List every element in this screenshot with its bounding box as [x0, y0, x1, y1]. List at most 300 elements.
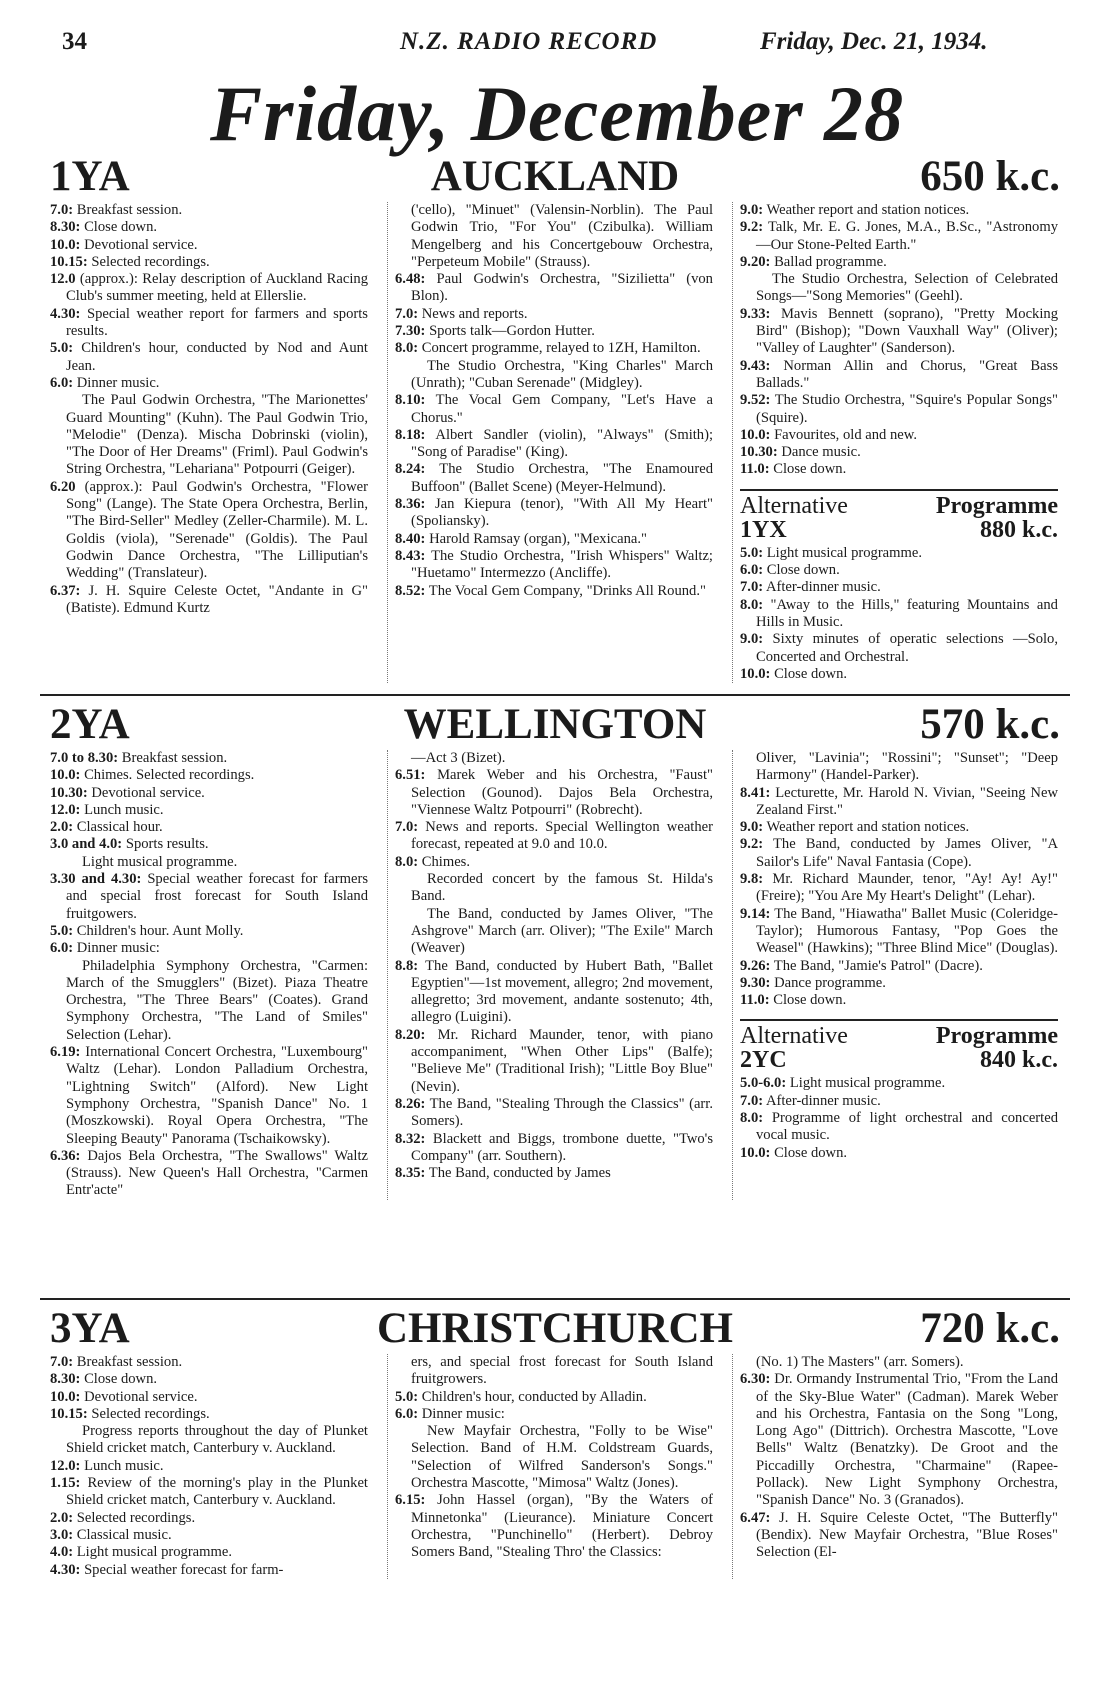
entry-text: Favourites, old and new. — [774, 426, 917, 443]
entry-text: Special weather forecast for farm- — [84, 1561, 284, 1578]
entry-text: News and reports. — [421, 305, 528, 322]
entry-time: 10.0: — [740, 1144, 771, 1161]
programme-column-2 — [395, 750, 713, 1182]
programme-entry — [740, 958, 1058, 975]
entry-text: Children's hour, conducted by Nod and Aunt Jean. — [66, 340, 368, 374]
entry-text: News and reports. Special Wellington weather forecast, repeated at 9.0 and 10.0. — [411, 819, 713, 853]
programme-entry — [740, 836, 1058, 871]
programme-entry — [740, 975, 1058, 992]
entry-time: 10.0: — [740, 665, 771, 682]
programme-entry — [740, 1510, 1058, 1562]
entry-text: Close down. — [84, 1371, 158, 1388]
programme-entry — [50, 1354, 368, 1371]
programme-column-3 — [740, 1354, 1058, 1562]
entry-time: 6.19: — [50, 1044, 81, 1061]
programme-entry — [50, 1423, 368, 1458]
entry-time: 5.0: — [740, 544, 764, 561]
entry-text: Classical hour. — [76, 819, 163, 836]
alt-programme-list — [740, 1075, 1058, 1161]
programme-entry — [395, 202, 713, 271]
entry-time: 6.0: — [50, 374, 74, 391]
programme-entry — [395, 461, 713, 496]
programme-column-3 — [740, 202, 1058, 683]
entry-time: 10.15: — [50, 253, 88, 270]
programme-entry — [740, 1354, 1058, 1371]
entry-text: Light musical programme. — [82, 853, 238, 870]
station-frequency: 650 k.c. — [920, 153, 1060, 200]
entry-time: 7.0: — [50, 202, 74, 218]
entry-text: Devotional service. — [84, 1388, 198, 1405]
entry-time: 9.14: — [740, 905, 771, 922]
programme-entry — [50, 802, 368, 819]
entry-time: 6.0: — [395, 1405, 419, 1422]
programme-entry — [50, 767, 368, 784]
programme-entry — [740, 597, 1058, 632]
entry-time: 11.0: — [740, 992, 770, 1009]
programme-column-3 — [740, 750, 1058, 1162]
alt-frequency: 880 k.c. — [980, 516, 1058, 543]
station-section-2ya — [50, 700, 1060, 1200]
alt-programme-label: Programme — [935, 492, 1058, 519]
entry-time: 7.0: — [395, 819, 419, 836]
entry-time: 8.40: — [395, 530, 426, 547]
programme-entry — [50, 871, 368, 923]
entry-text: The Studio Orchestra, "The Enamoured Buffoon" (Ballet Scene) (Meyer-Helmund). — [411, 461, 713, 495]
programme-entry — [740, 1371, 1058, 1509]
entry-time: 8.30: — [50, 1371, 81, 1388]
alt-programme-label: Programme — [935, 1023, 1058, 1050]
programme-entry — [395, 1389, 713, 1406]
entry-text: Jan Kiepura (tenor), "With All My Heart" (Spoliansky). — [411, 496, 713, 530]
entry-text: The Band, conducted by James Oliver, "The Ashgrove" March (arr. Oliver); "The Exile" March (Weaver) — [411, 905, 713, 957]
entry-text: Dance music. — [781, 444, 861, 461]
entry-time: 2.0: — [50, 819, 74, 836]
programme-entry — [395, 1492, 713, 1561]
entry-text: New Mayfair Orchestra, "Folly to be Wise" Selection. Band of H.M. Coldstream Guards, "Selection of Wilfred Sanderson's Songs." Orchestra Mascotte, "Mimosa" Waltz (Jones). — [411, 1423, 713, 1492]
programme-entry — [740, 219, 1058, 254]
programme-entry — [50, 836, 368, 853]
entry-time: 9.2: — [740, 219, 764, 236]
programme-entry — [740, 1145, 1058, 1162]
entry-text: ('cello), "Minuet" (Valensin-Norblin). The Paul Godwin Trio, "For You" (Czibulka). William Mengelberg and his Concertgebouw Orchestra, "Perpeteum Mobile" (Strauss). — [411, 202, 713, 270]
programme-entry — [740, 444, 1058, 461]
programme-column-1 — [50, 750, 368, 1200]
entry-time: 8.0: — [395, 340, 419, 357]
entry-time: 10.15: — [50, 1405, 88, 1422]
entry-time: 8.0: — [740, 596, 764, 613]
entry-text: Close down. — [84, 219, 158, 236]
entry-text: Breakfast session. — [76, 1354, 183, 1370]
entry-time: 5.0: — [395, 1388, 419, 1405]
programme-entry — [395, 323, 713, 340]
entry-text: The Studio Orchestra, "Squire's Popular Songs" (Squire). — [756, 392, 1058, 426]
station-call-sign: 1YA — [50, 153, 130, 200]
alternative-programme-header — [740, 1019, 1058, 1075]
entry-time: 12.0: — [50, 1457, 81, 1474]
entry-text: Special weather report for farmers and sports results. — [66, 305, 368, 340]
entry-time: 8.52: — [395, 582, 426, 599]
entry-time: 9.0: — [740, 819, 764, 836]
programme-entry — [740, 427, 1058, 444]
entry-time: 2.0: — [50, 1509, 74, 1526]
programme-entry — [740, 358, 1058, 393]
entry-text: Lunch music. — [84, 801, 164, 818]
entry-text: Albert Sandler (violin), "Always" (Smith); "Song of Paradise" (King). — [411, 426, 714, 461]
entry-time: 8.43: — [395, 547, 426, 564]
entry-text: Close down. — [766, 562, 840, 579]
issue-date: Friday, Dec. 21, 1934. — [760, 28, 988, 55]
programme-entry — [50, 1475, 368, 1510]
entry-text: —Act 3 (Bizet). — [411, 750, 506, 766]
programme-list — [740, 202, 1058, 479]
section-divider — [40, 1298, 1070, 1300]
entry-time: 5.0: — [50, 922, 74, 939]
station-call-sign: 2YA — [50, 701, 130, 748]
entry-text: Close down. — [774, 1144, 848, 1161]
entry-time: 5.0-6.0: — [740, 1075, 787, 1092]
entry-text: After-dinner music. — [765, 579, 881, 596]
entry-time: 10.0: — [50, 767, 81, 784]
entry-text: Mr. Richard Maunder, tenor, with piano accompaniment, "When Other Lips" (Balfe); "Believe Me" (Traditional Irish); "Little Boy Blue" (Nevin). — [411, 1026, 713, 1095]
programme-entry — [740, 906, 1058, 958]
programme-entry — [50, 940, 368, 957]
entry-time: 8.24: — [395, 461, 426, 478]
entry-text: The Paul Godwin Orchestra, "The Marionettes' Guard Mounting" (Kuhn). The Paul Godwin Trio, "Melodie" (Denza). Mischa Dobrinski (violin), "The Door of Her Dreams" (Friml). Paul Godwin's String Orchestra, "Lehariana" Potpourri (Geiger). — [66, 392, 368, 478]
programme-entry — [395, 750, 713, 767]
column-separator — [387, 750, 388, 1200]
programme-entry — [395, 583, 713, 600]
programme-entry — [395, 392, 713, 427]
entry-text: International Concert Orchestra, "Luxembourg" Waltz (Lehar). London Palladium Orchestra, "Lightning Switch" (Alford). New Light Symphony Orchestra, "Spanish Dance" No. 1 (Moszkowski). Royal Opera Orchestra, "The Sleeping Beauty" Panorama (Tschaikowsky). — [66, 1044, 368, 1147]
entry-time: 6.0: — [50, 940, 74, 957]
entry-time: 10.30: — [50, 784, 88, 801]
entry-text: Dinner music. — [76, 374, 160, 391]
programme-entry — [395, 871, 713, 906]
entry-time: 10.0: — [50, 236, 81, 253]
station-city: CHRISTCHURCH — [377, 1305, 733, 1352]
programme-entry — [740, 202, 1058, 219]
programme-entry — [50, 219, 368, 236]
entry-text: Devotional service. — [84, 236, 198, 253]
entry-time: 8.18: — [395, 426, 426, 443]
station-header — [50, 1304, 1060, 1354]
entry-text: Selected recordings. — [91, 253, 210, 270]
entry-time: 7.0 to 8.30: — [50, 750, 119, 766]
programme-entry — [50, 785, 368, 802]
entry-text: Mr. Richard Maunder, tenor, "Ay! Ay! Ay!" (Freire); "You Are My Heart's Delight" (Lehar). — [756, 871, 1058, 905]
entry-time: 11.0: — [740, 461, 770, 478]
entry-time: 3.0 and 4.0: — [50, 836, 123, 853]
entry-time: 6.51: — [395, 767, 426, 784]
entry-time: 9.0: — [740, 202, 764, 218]
programme-entry — [50, 1510, 368, 1527]
column-separator — [732, 202, 733, 683]
entry-text: Selected recordings. — [91, 1405, 210, 1422]
column-separator — [387, 202, 388, 683]
entry-time: 10.0: — [740, 426, 771, 443]
programme-entry — [740, 545, 1058, 562]
programme-entry — [50, 479, 368, 583]
programme-entry — [395, 1096, 713, 1131]
entry-time: 6.48: — [395, 271, 426, 288]
page-title: Friday, December 28 — [209, 70, 905, 157]
programme-entry — [395, 340, 713, 357]
entry-text: Recorded concert by the famous St. Hilda's Band. — [411, 871, 713, 905]
entry-text: Devotional service. — [91, 784, 205, 801]
entry-text: J. H. Squire Celeste Octet, "The Butterfly" (Bendix). New Mayfair Orchestra, "Blue Roses" Selection (El- — [756, 1509, 1058, 1561]
entry-time: 8.0: — [395, 853, 419, 870]
programme-entry — [395, 767, 713, 819]
entry-text: Chimes. — [421, 853, 471, 870]
programme-entry — [50, 306, 368, 341]
entry-time: 4.30: — [50, 305, 81, 322]
entry-time: 4.30: — [50, 1561, 81, 1578]
programme-entry — [50, 392, 368, 478]
entry-text: Harold Ramsay (organ), "Mexicana." — [429, 530, 647, 547]
alt-label: Alternative — [740, 1023, 848, 1050]
alternative-programme-header — [740, 489, 1058, 545]
programme-entry — [740, 992, 1058, 1009]
programme-entry — [740, 819, 1058, 836]
entry-text: John Hassel (organ), "By the Waters of Minnetonka" (Lieurance). Miniature Concert Orchestra, "Punchinello" (Herbert). Debroy Somers Band, "Stealing Thro' the Classics: — [411, 1492, 713, 1561]
entry-time: 10.30: — [740, 444, 778, 461]
entry-text: Blackett and Biggs, trombone duette, "Two's Company" (arr. Southern). — [411, 1130, 713, 1164]
station-header — [50, 700, 1060, 750]
programme-entry — [395, 496, 713, 531]
programme-entry — [740, 1110, 1058, 1145]
entry-time: 7.0: — [740, 579, 764, 596]
programme-entry — [50, 1044, 368, 1148]
programme-entry — [50, 583, 368, 618]
entry-time: 8.8: — [395, 957, 419, 974]
programme-entry — [50, 1406, 368, 1423]
programme-entry — [50, 271, 368, 306]
programme-entry — [740, 254, 1058, 271]
entry-text: The Band, conducted by James Oliver, "A Sailor's Life" Naval Fantasia (Cope). — [756, 836, 1058, 870]
entry-text: Programme of light orchestral and concerted vocal music. — [756, 1110, 1058, 1144]
entry-text: Dajos Bela Orchestra, "The Swallows" Waltz (Strauss). New Queen's Hall Orchestra, "Carmen Entr'acte" — [66, 1147, 368, 1199]
programme-entry — [395, 548, 713, 583]
entry-time: 9.2: — [740, 836, 764, 853]
entry-text: The Band, "Jamie's Patrol" (Dacre). — [773, 957, 983, 974]
entry-time: 8.41: — [740, 784, 771, 801]
entry-time: 9.26: — [740, 957, 771, 974]
entry-text: The Band, "Hiawatha" Ballet Music (Coleridge-Taylor); Humorous Fantasy, "Pop Goes the Weasel" (Hawkins); "Three Blind Mice" (Douglas). — [756, 905, 1059, 957]
entry-time: 8.36: — [395, 496, 426, 513]
programme-entry — [50, 854, 368, 871]
section-divider — [40, 694, 1070, 696]
entry-text: Classical music. — [76, 1526, 172, 1543]
entry-text: Dinner music: — [76, 940, 160, 957]
entry-text: (approx.): Paul Godwin's Orchestra, "Flower Song" (Lange). The State Opera Orchestra, Berlin, "The Bird-Seller" Medley (Zeller-Charmile). M. L. Goldis (viola), "Serenade" (Goldis). The Paul Godwin Dance Orchestra, "The Lilliputian's Wedding" (Translateur). — [66, 478, 368, 582]
entry-time: 9.20: — [740, 253, 771, 270]
entry-text: Marek Weber and his Orchestra, "Faust" Selection (Gounod). Dajos Bela Orchestra, "Viennese Waltz Potpourri" (Robrecht). — [411, 767, 713, 818]
entry-time: 6.36: — [50, 1147, 81, 1164]
entry-time: 6.30: — [740, 1371, 771, 1388]
programme-entry — [740, 785, 1058, 820]
programme-entry — [740, 871, 1058, 906]
programme-entry — [740, 461, 1058, 478]
entry-text: The Vocal Gem Company, "Drinks All Round." — [428, 582, 706, 599]
entry-time: 12.0 — [50, 271, 76, 288]
programme-entry — [50, 1562, 368, 1579]
station-section-3ya — [50, 1304, 1060, 1579]
programme-entry — [50, 375, 368, 392]
entry-text: Dinner music: — [421, 1405, 505, 1422]
entry-text: Children's hour, conducted by Alladin. — [421, 1388, 647, 1405]
programme-entry — [740, 750, 1058, 785]
entry-text: Special weather forecast for farmers and special frost forecast for South Island fruitgowers. — [66, 871, 368, 922]
programme-entry — [395, 271, 713, 306]
entry-time: 4.0: — [50, 1544, 74, 1561]
entry-text: Dr. Ormandy Instrumental Trio, "From the Land of the Sky-Blue Water" (Cadman). Marek Weber and his Orchestra, Fantasia on the Song "Long, Long Ago" (Dittrich). Orchestra Mascotte, "Love Bells" Waltz (Benatzky). De Groot and the Piccadilly Orchestra, "Charmaine" (Rapee-Pollack). New Light Symphony Orchestra, "Spanish Dance" No. 3 (Granados). — [756, 1371, 1058, 1509]
entry-time: 8.35: — [395, 1165, 426, 1182]
alt-programme-list — [740, 545, 1058, 683]
entry-time: 8.26: — [395, 1095, 426, 1112]
programme-entry — [50, 1148, 368, 1200]
entry-text: Lecturette, Mr. Harold N. Vivian, "Seeing New Zealand First." — [756, 784, 1058, 818]
entry-text: Sports talk—Gordon Hutter. — [429, 323, 595, 340]
programme-column-2 — [395, 1354, 713, 1562]
entry-text: Children's hour. Aunt Molly. — [76, 922, 244, 939]
station-header — [50, 152, 1060, 202]
entry-time: 9.33: — [740, 305, 771, 322]
programme-entry — [50, 202, 368, 219]
programme-entry — [395, 531, 713, 548]
programme-entry — [395, 819, 713, 854]
page-number: 34 — [62, 28, 87, 55]
entry-text: Chimes. Selected recordings. — [84, 767, 255, 784]
entry-text: The Band, conducted by James — [428, 1165, 611, 1182]
entry-text: Sports results. — [125, 836, 209, 853]
column-separator — [732, 1354, 733, 1579]
entry-text: Talk, Mr. E. G. Jones, M.A., B.Sc., "Astronomy—Our Stone-Pelted Earth." — [756, 219, 1058, 253]
programme-entry — [50, 1544, 368, 1561]
entry-text: The Studio Orchestra, "King Charles" March (Unrath); "Cuban Serenade" (Midgley). — [411, 357, 713, 391]
entry-text: Breakfast session. — [76, 202, 183, 218]
column-separator — [387, 1354, 388, 1579]
programme-list — [740, 750, 1058, 1009]
entry-time: 9.52: — [740, 392, 771, 409]
entry-time: 7.0: — [50, 1354, 74, 1370]
entry-text: Lunch music. — [84, 1457, 164, 1474]
station-section-1ya — [50, 152, 1060, 683]
programme-entry — [395, 1423, 713, 1492]
programme-entry — [50, 750, 368, 767]
entry-time: 8.32: — [395, 1130, 426, 1147]
station-city: WELLINGTON — [403, 701, 707, 748]
entry-text: "Away to the Hills," featuring Mountains and Hills in Music. — [756, 596, 1058, 630]
programme-entry — [395, 1406, 713, 1423]
entry-time: 6.47: — [740, 1509, 771, 1526]
programme-entry — [395, 1131, 713, 1166]
programme-entry — [740, 631, 1058, 666]
entry-time: 1.15: — [50, 1475, 81, 1492]
programme-entry — [395, 854, 713, 871]
programme-entry — [395, 1165, 713, 1182]
entry-text: Selected recordings. — [76, 1509, 196, 1526]
programme-entry — [740, 666, 1058, 683]
entry-text: Close down. — [773, 461, 847, 478]
entry-time: 8.10: — [395, 392, 426, 409]
entry-text: Light musical programme. — [76, 1544, 232, 1561]
station-frequency: 720 k.c. — [920, 1305, 1060, 1352]
station-call-sign: 3YA — [50, 1305, 130, 1352]
entry-text: Close down. — [774, 665, 848, 682]
entry-text: J. H. Squire Celeste Octet, "Andante in G" (Batiste). Edmund Kurtz — [66, 582, 369, 616]
entry-time: 5.0: — [50, 340, 74, 357]
programme-entry — [50, 1389, 368, 1406]
programme-entry — [395, 1354, 713, 1389]
entry-time: 10.0: — [50, 1388, 81, 1405]
entry-time: 3.30 and 4.30: — [50, 871, 142, 888]
programme-entry — [50, 1371, 368, 1388]
programme-entry — [395, 1027, 713, 1096]
entry-time: 6.20 — [50, 478, 76, 495]
entry-time: 7.30: — [395, 323, 426, 340]
running-header — [0, 28, 1114, 64]
programme-entry — [740, 392, 1058, 427]
programme-entry — [395, 958, 713, 1027]
entry-text: Mavis Bennett (soprano), "Pretty Mocking Bird" (Bishop); "Down Vauxhall Way" (Oliver); "Valley of Laughter" (Sanderson). — [756, 305, 1058, 357]
alt-frequency: 840 k.c. — [980, 1047, 1058, 1074]
entry-text: Norman Allin and Chorus, "Great Bass Ballads." — [756, 357, 1059, 391]
entry-text: The Studio Orchestra, "Irish Whispers" Waltz; "Huetamo" Intermezzo (Ancliffe). — [411, 547, 713, 582]
entry-text: Oliver, "Lavinia"; "Rossini"; "Sunset"; "Deep Harmony" (Handel-Parker). — [756, 750, 1058, 784]
entry-text: (approx.): Relay description of Auckland Racing Club's summer meeting, held at Ellerslie. — [66, 271, 369, 305]
programme-entry — [740, 579, 1058, 596]
programme-entry — [50, 1458, 368, 1475]
entry-time: 7.0: — [740, 1092, 764, 1109]
entry-text: Progress reports throughout the day of Plunket Shield cricket match, Canterbury v. Auckland. — [66, 1423, 368, 1457]
entry-text: Weather report and station notices. — [766, 202, 970, 218]
masthead: N.Z. RADIO RECORD — [400, 28, 658, 55]
entry-text: Sixty minutes of operatic selections —Solo, Concerted and Orchestral. — [756, 631, 1058, 665]
entry-text: Concert programme, relayed to 1ZH, Hamilton. — [421, 340, 701, 357]
entry-time: 8.30: — [50, 219, 81, 236]
entry-time: 6.0: — [740, 562, 764, 579]
station-city: AUCKLAND — [430, 153, 680, 200]
alt-call-sign: 2YC — [740, 1047, 787, 1074]
programme-entry — [50, 819, 368, 836]
entry-text: The Band, conducted by Hubert Bath, "Ballet Egyptien"—1st movement, allegro; 2nd movement, allegretto; 3rd movement, andante sostenuto; 4th, allegro (Luigini). — [411, 957, 713, 1026]
entry-text: Dance programme. — [774, 974, 886, 991]
entry-time: 6.37: — [50, 582, 81, 599]
entry-text: After-dinner music. — [765, 1092, 881, 1109]
entry-text: Philadelphia Symphony Orchestra, "Carmen: March of the Smugglers" (Bizet). Piaza Theatre Orchestra, "The Three Bears" (Coates). Grand Symphony Orchestra, "The Land of Smiles" Selection (Lehar). — [66, 957, 368, 1043]
programme-entry — [50, 340, 368, 375]
programme-entry — [50, 237, 368, 254]
entry-text: Breakfast session. — [121, 750, 228, 766]
entry-text: Weather report and station notices. — [766, 819, 970, 836]
alt-label: Alternative — [740, 492, 848, 519]
entry-text: Review of the morning's play in the Plunket Shield cricket match, Canterbury v. Auckland. — [66, 1475, 368, 1509]
programme-entry — [395, 427, 713, 462]
programme-entry — [740, 1093, 1058, 1110]
programme-entry — [50, 923, 368, 940]
column-separator — [732, 750, 733, 1200]
entry-text: Close down. — [773, 992, 847, 1009]
entry-text: ers, and special frost forecast for South Island fruitgrowers. — [411, 1354, 713, 1388]
programme-entry — [740, 306, 1058, 358]
entry-text: Light musical programme. — [766, 544, 922, 561]
programme-entry — [395, 358, 713, 393]
entry-text: Ballad programme. — [774, 253, 887, 270]
programme-entry — [50, 958, 368, 1044]
programme-entry — [395, 306, 713, 323]
entry-time: 8.0: — [740, 1110, 764, 1127]
alt-call-sign: 1YX — [740, 516, 787, 543]
